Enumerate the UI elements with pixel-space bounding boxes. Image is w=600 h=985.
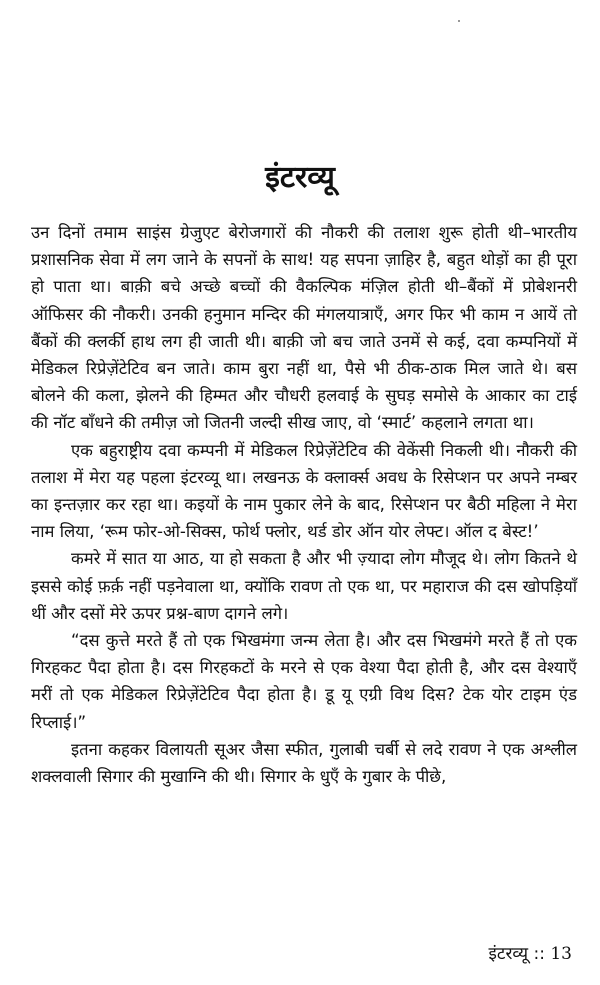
page-footer bbox=[489, 943, 572, 965]
scan-speck bbox=[458, 20, 460, 22]
paragraph-4-quote: “दस कुत्ते मरते हैं तो एक भिखमंगा जन्म लेता है। और दस भिखमंगे मरते हैं तो एक गिरहकट पैदा होता है। दस गिरहकटों के मरने से एक वेश्या पैदा होती है, और दस वेश्याएँ मरीं तो एक मेडिकल रिप्रेज़ेंटेटिव पैदा होता है। डू यू एग्री विथ दिस? टेक योर टाइम एंड रिप्लाई।” bbox=[31, 631, 577, 732]
page-number: 13 bbox=[550, 944, 572, 964]
paragraph-5: इतना कहकर विलायती सूअर जैसा स्फीत, गुलाबी चर्बी से लदे रावण ने एक अश्लील शक्लवाली सिगार की मुखाग्नि की थी। सिगार के धुएँ के गुबार के पीछे, bbox=[31, 739, 577, 787]
running-title: इंटरव्यू :: bbox=[488, 944, 545, 964]
chapter-title: इंटरव्यू bbox=[265, 160, 335, 196]
chapter-body bbox=[31, 219, 577, 790]
paragraph-2: एक बहुराष्ट्रीय दवा कम्पनी में मेडिकल रिप्रेज़ेंटेटिव की वेकेंसी निकली थी। नौकरी की तलाश में मेरा यह पहला इंटरव्यू था। लखनऊ के क्लार्क्स अवध के रिसेप्शन पर अपने नम्बर का इन्तज़ार कर रहा था। कइयों के नाम पुकार लेने के बाद, रिसेप्शन पर बैठी महिला ने मेरा नाम लिया, ‘रूम फोर-ओ-सिक्स, फोर्थ फ्लोर, थर्ड डोर ऑन योर लेफ्ट। ऑल द बेस्ट!’ bbox=[31, 440, 577, 542]
paragraph-3: कमरे में सात या आठ, या हो सकता है और भी ज़्यादा लोग मौजूद थे। लोग कितने थे इससे कोई फ़र्क़ नहीं पड़नेवाला था, क्योंकि रावण तो एक था, पर महाराज की दस खोपड़ियाँ थीं और दसों मेरे ऊपर प्रश्न-बाण दागने लगे। bbox=[31, 549, 577, 623]
paragraph-1: उन दिनों तमाम साइंस ग्रेजुएट बेरोजगारों की नौकरी की तलाश शुरू होती थी–भारतीय प्रशासनिक सेवा में लग जाने के सपनों के साथ! यह सपना ज़ाहिर है, बहुत थोड़ों का ही पूरा हो पाता था। बाक़ी बचे अच्छे बच्चों की वैकल्पिक मंज़िल होती थी–बैंकों में प्रोबेशनरी ऑफिसर की नौकरी। उनकी हनुमान मन्दिर की मंगलयात्राएँ, अगर फिर भी काम न आयें तो बैंकों की क्लर्की हाथ लग ही जाती थी। बाक़ी जो बच जाते उनमें से कई, दवा कम्पनियों में मेडिकल रिप्रेज़ेंटेटिव बन जाते। काम बुरा नहीं था, पैसे भी ठीक-ठाक मिल जाते थे। बस बोलने की कला, झेलने की हिम्मत और चौधरी हलवाई के सुघड़ समोसे के आकार का टाई की नॉट बाँधने की तमीज़ जो जितनी जल्दी सीख जाए, वो ‘स्मार्ट’ कहलाने लगता था। bbox=[31, 223, 577, 433]
